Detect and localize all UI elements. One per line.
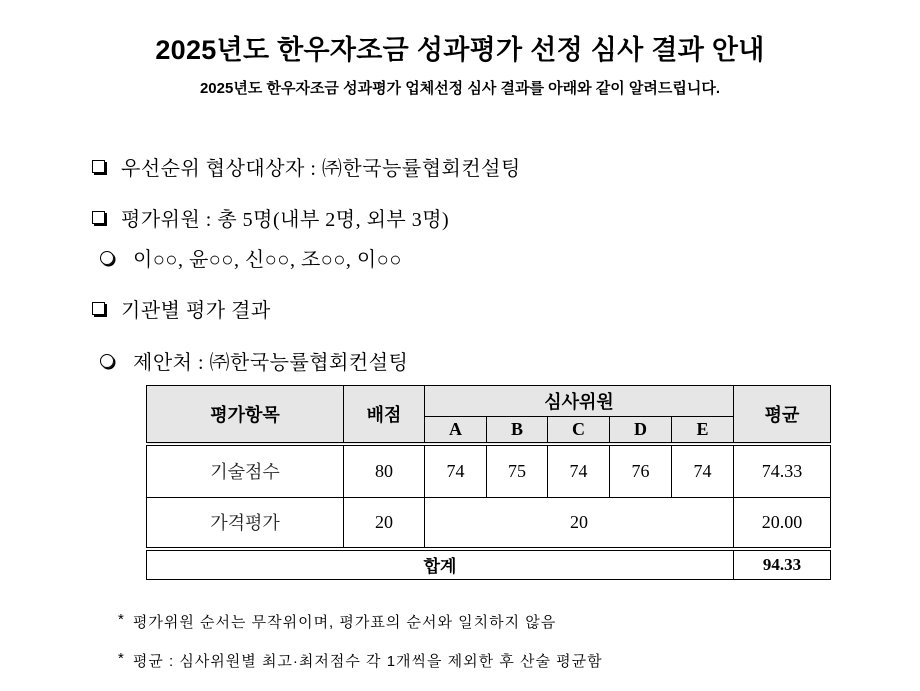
header-judge-a: A bbox=[425, 417, 487, 444]
section-priority-bidder bbox=[92, 152, 521, 181]
section-priority-text: 우선순위 협상대상자 : ㈜한국능률협회컨설팅 bbox=[121, 158, 521, 180]
header-item: 평가항목 bbox=[147, 386, 344, 444]
committee-members-text: 이○○, 윤○○, 신○○, 조○○, 이○○ bbox=[133, 249, 402, 271]
square-bullet-icon bbox=[92, 211, 105, 224]
row-judge-d: 76 bbox=[610, 444, 672, 498]
section-results bbox=[92, 294, 271, 323]
footnote bbox=[118, 611, 556, 632]
header-judges: 심사위원 bbox=[425, 386, 734, 417]
header-judge-d: D bbox=[610, 417, 672, 444]
header-judge-b: B bbox=[487, 417, 548, 444]
header-judge-e: E bbox=[672, 417, 734, 444]
proposer-line bbox=[100, 346, 408, 375]
row-item: 기술점수 bbox=[147, 444, 344, 498]
footnote bbox=[118, 650, 603, 671]
row-judge-e: 74 bbox=[672, 444, 734, 498]
footnote-text: 평균 : 심사위원별 최고·최저점수 각 1개씩을 제외한 후 산술 평균함 bbox=[132, 653, 603, 670]
header-average: 평균 bbox=[734, 386, 831, 444]
page-title: 2025년도 한우자조금 성과평가 선정 심사 결과 안내 bbox=[155, 35, 765, 65]
total-value: 94.33 bbox=[734, 549, 831, 580]
row-item: 가격평가 bbox=[147, 498, 344, 549]
row-judge-c: 74 bbox=[548, 444, 610, 498]
header-judge-c: C bbox=[548, 417, 610, 444]
footnote-text: 평가위원 순서는 무작위이며, 평가표의 순서와 일치하지 않음 bbox=[132, 614, 557, 631]
evaluation-result-table bbox=[146, 385, 831, 580]
circle-bullet-icon bbox=[100, 251, 114, 265]
table-row bbox=[147, 444, 831, 498]
row-judges-merged: 20 bbox=[425, 498, 734, 549]
page-subtitle: 2025년도 한우자조금 성과평가 업체선정 심사 결과를 아래와 같이 알려드립니다. bbox=[199, 80, 721, 97]
row-score: 80 bbox=[344, 444, 425, 498]
header-score: 배점 bbox=[344, 386, 425, 444]
row-score: 20 bbox=[344, 498, 425, 549]
section-committee-text: 평가위원 : 총 5명(내부 2명, 외부 3명) bbox=[121, 209, 450, 231]
section-committee bbox=[92, 203, 449, 232]
row-average: 74.33 bbox=[734, 444, 831, 498]
row-average: 20.00 bbox=[734, 498, 831, 549]
table-total-row bbox=[147, 549, 831, 580]
row-judge-a: 74 bbox=[425, 444, 487, 498]
row-judge-b: 75 bbox=[487, 444, 548, 498]
circle-bullet-icon bbox=[100, 354, 114, 368]
total-label: 합계 bbox=[147, 549, 734, 580]
square-bullet-icon bbox=[92, 160, 105, 173]
square-bullet-icon bbox=[92, 302, 105, 315]
table-header-row bbox=[147, 386, 831, 417]
section-results-text: 기관별 평가 결과 bbox=[121, 300, 271, 322]
committee-members bbox=[100, 243, 402, 272]
proposer-text: 제안처 : ㈜한국능률협회컨설팅 bbox=[133, 352, 409, 374]
footnote-marker: * bbox=[118, 650, 125, 667]
footnote-marker: * bbox=[118, 611, 125, 628]
table-row bbox=[147, 498, 831, 549]
